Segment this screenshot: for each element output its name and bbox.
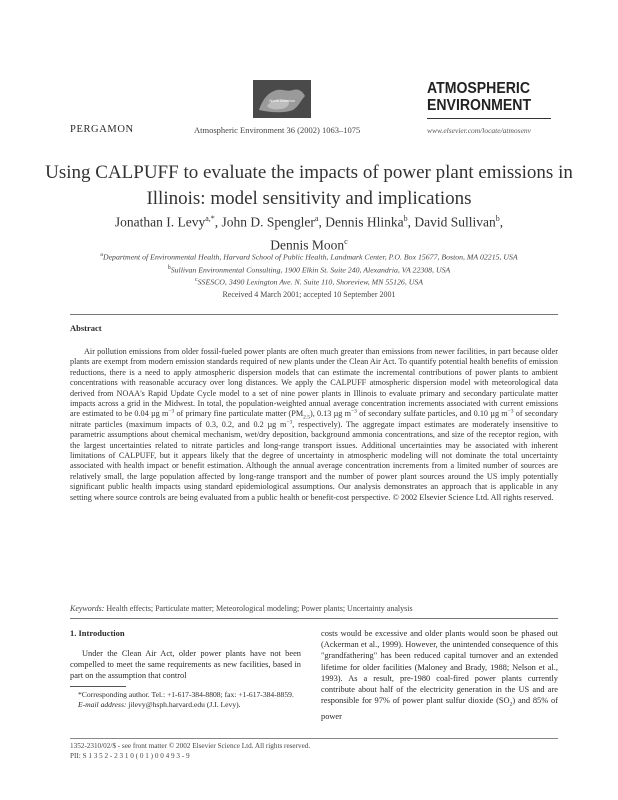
logo-caption: North America — [269, 98, 295, 103]
author-sup: a,* — [205, 214, 215, 223]
intro-paragraph-left: Under the Clean Air Act, older power plants have not been compelled to meet the same requirements as new facilities, based in part on the assumption that control — [70, 649, 301, 681]
author-sup: a — [314, 214, 319, 223]
abstract-sub: 2.5 — [303, 415, 310, 422]
journal-url-link[interactable]: www.elsevier.com/locate/atmosenv — [427, 126, 532, 135]
pii-line: PII: S 1 3 5 2 - 2 3 1 0 ( 0 1 ) 0 0 4 9 3 - 9 — [70, 752, 190, 760]
affiliation — [40, 275, 578, 288]
journal-citation: Atmospheric Environment 36 (2002) 1063–1075 — [194, 125, 361, 135]
author-sup: b — [403, 214, 408, 223]
abstract-heading: Abstract — [70, 323, 102, 333]
affiliation-text: SSESCO, 3490 Lexington Ave. N. Suite 110, Shoreview, MN 55126, USA — [197, 277, 424, 287]
publisher-name: PERGAMON — [70, 124, 134, 135]
email-address-link[interactable]: jilevy@hsph.harvard.edu (J.I. Levy). — [126, 700, 241, 709]
author-sup: c — [344, 236, 348, 246]
affiliations — [40, 250, 578, 288]
email-line — [70, 700, 302, 710]
corresponding-author-text: *Corresponding author. Tel.: +1-617-384-8808; fax: +1-617-384-8859. — [78, 690, 294, 699]
abstract-top-rule — [70, 314, 558, 315]
affiliation-text: Department of Environmental Health, Harvard School of Public Health, Landmark Center, P.O. Box 15677, Boston, MA 02215, USA — [102, 252, 518, 262]
author-sep: , — [214, 214, 222, 230]
author-name: Dennis Hlinka — [325, 214, 404, 230]
author-name: David Sullivan — [414, 214, 496, 230]
author-sep: , — [318, 214, 326, 230]
keywords — [70, 604, 558, 613]
affiliation — [40, 263, 578, 276]
intro-segment: ) and 85% of power — [321, 696, 558, 722]
abstract-segment: ), 0.13 µg m — [310, 409, 351, 419]
abstract-segment: , respectively). The aggregate impact estimates are moderately insensitive to parametric assumptions about chemical mechanism, wet/dry deposition, background ammonia concentrations, and size of the receptor region, with the largest uncertainties related to nitrate particles and long-range transport issues. Additional uncertainties may be associated with inherent limitations of CALPUFF, but it appears likely that the degree of uncertainty in atmospheric modeling will not dominate the total uncertainty associated with health impact or benefit estimation. Although the annual average concentration increments from a limited number of sources are relatively small, the large population affected by long-range transport and the number of power plant sources around the US imply potentially significant public health impacts using standard epidemiological assumptions. Our analysis demonstrates an approach that is applicable in any setting where source controls are being evaluated from a public health or benefit-cost perspective. © 2002 Elsevier Science Ltd. All rights reserved. — [70, 419, 558, 502]
author-name: Dennis Moon — [270, 237, 345, 252]
abstract-sup: −3 — [168, 408, 175, 415]
intro-paragraph-right — [321, 628, 558, 722]
footer-info — [70, 741, 310, 761]
abstract-sup: −3 — [507, 408, 514, 415]
abstract-text — [70, 347, 558, 503]
affiliation-sup: a — [100, 252, 103, 258]
affiliation-sup: b — [167, 264, 171, 271]
received-dates: Received 4 March 2001; accepted 10 September 2001 — [222, 290, 396, 299]
intro-sub: 2 — [509, 701, 513, 708]
footnote-divider — [70, 686, 126, 687]
journal-divider — [427, 118, 551, 119]
issn-line: 1352-2310/02/$ - see front matter © 2002 Elsevier Science Ltd. All rights reserved. — [70, 742, 311, 750]
affiliation-text: Sullivan Environmental Consulting, 1900 Elkin St. Suite 240, Alexandria, VA 22308, USA — [170, 265, 451, 275]
abstract-sup: −3 — [350, 408, 357, 415]
footer-divider — [70, 738, 558, 739]
journal-title-line-1: ATMOSPHERIC — [427, 80, 531, 97]
abstract-segment: of secondary sulfate particles, and 0.10 µg m — [356, 409, 508, 419]
corresponding-author-footnote — [70, 690, 302, 710]
abstract-segment: of primary fine particulate matter (PM — [174, 409, 304, 419]
affiliation — [40, 250, 578, 263]
author-list — [40, 209, 578, 254]
keywords-label: Keywords: — [70, 604, 105, 613]
abstract-segment: of secondary nitrate particles (maximum impacts of 0.3, 0.2, and 0.2 µg m — [70, 409, 558, 429]
journal-title — [427, 80, 536, 114]
intro-segment: costs would be excessive and older plants would soon be phased out (Ackerman et al., 1999). However, the unintended consequence of this "grandfathering" has been reduced capital turnover and an extended lifetime for older facilities (Maloney and Brady, 1988; Nelson et al., 1993). As a result, pre-1980 coal-fired power plants currently contribute about half of the electricity generation in the US and are responsible for 97% of power plant sulfur dioxide (SO — [321, 629, 558, 706]
keywords-list: Health effects; Particulate matter; Meteorological modeling; Power plants; Uncertainty analysis — [104, 604, 413, 613]
email-label: E-mail address: — [78, 700, 127, 709]
section-heading-introduction: 1. Introduction — [70, 628, 125, 638]
abstract-bottom-rule — [70, 618, 558, 619]
journal-title-line-2: ENVIRONMENT — [427, 97, 532, 114]
author-name: John D. Spengler — [221, 214, 315, 230]
article-title: Using CALPUFF to evaluate the impacts of power plant emissions in Illinois: model sensitivity and implications — [45, 162, 573, 209]
abstract-segment: Air pollution emissions from older fossil-fueled power plants are often much greater than emissions from newer facilities, in part because older plants are exempt from modern emission standards required of new plants under the Clean Air Act. To quantify potential health benefits of emission reductions, there is a need to apply atmospheric dispersion models that can estimate the incremental contributions of power plants to ambient concentrations with reasonable accuracy over long distances. We apply the CALPUFF atmospheric dispersion model with meteorological data derived from NOAA's Rapid Update Cycle model to a set of nine power plants in Illinois to evaluate primary and secondary particulate matter impacts across a grid in the Midwest. In total, the population-weighted annual average concentration increments associated with current emissions are estimated to be 0.04 µg m — [70, 347, 558, 419]
abstract-sup: −3 — [286, 419, 293, 426]
author-sup: b — [495, 214, 500, 223]
author-name: Jonathan I. Levy — [114, 214, 206, 230]
author-sep: , — [407, 214, 415, 230]
affiliation-sup: c — [194, 277, 198, 284]
author-sep: , — [499, 214, 504, 230]
